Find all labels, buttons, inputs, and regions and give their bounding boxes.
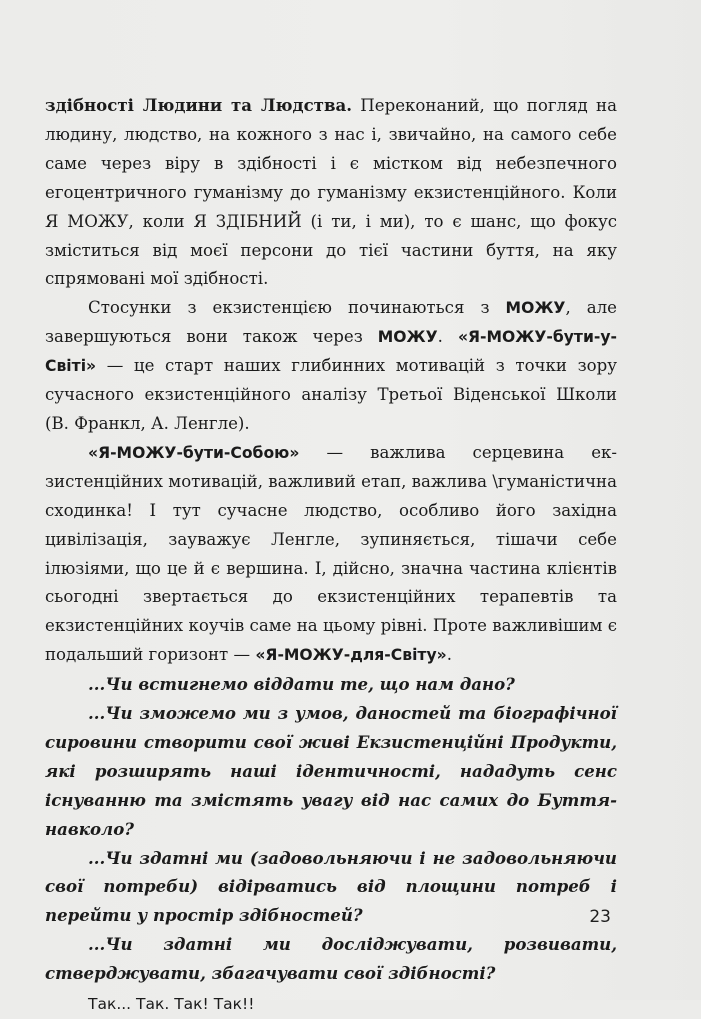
paragraph-2-text-2: , але завершуються вони також через	[45, 298, 618, 347]
bold-quote-buty-soboyu: «Я-МОЖУ-бути-Собою»	[88, 443, 300, 462]
bold-quote-buty-u-sviti: «Я-МОЖУ-бути-у-Світі»	[45, 328, 617, 376]
paragraph-3	[45, 439, 617, 670]
closing-line: Так... Так. Так! Так!!	[88, 995, 255, 1014]
bold-mozhu-1: МОЖУ	[505, 299, 566, 318]
paragraph-1-text: Переконаний, що погляд на людину, людство, на кожного з нас і, звичайно, на самого себе саме через віру в здібності і є містком від небезпечного егоцентричного гуманізму до гуманізму екзистенційного. Коли Я МОЖУ, коли Я ЗДІБНИЙ (і ти, і ми), то є шанс, що фокус зміститься від моєї персони до тієї частини буття, на яку спрямовані мої здібності.	[45, 96, 617, 289]
paragraph-2-text-4: — це старт наших глибинних мотивацій з точки зору сучасного екзистенційного аналізу Третьої Віденської Школи (В. Франкл, А. Ленгле).	[45, 356, 617, 433]
question-1: ...Чи встигнемо віддати те, що нам дано?	[88, 674, 515, 695]
bold-lead: здібності Людини та Людства.	[45, 95, 353, 115]
paragraph-3-text-2: .	[446, 645, 452, 665]
question-3: ...Чи здатні ми (задовольняючи і не задовольняючи свої потреби) відірватись від площини потреб і перейти у простір здібностей?	[45, 847, 617, 926]
paragraph-2-text-1: Стосунки з екзистенцією починаються з	[88, 298, 506, 318]
page-text	[45, 91, 617, 1019]
bold-quote-dlya-svitu: «Я-МОЖУ-для-Світу»	[255, 646, 447, 665]
paragraph-3-text-1: — важлива серцевина екзистенційних мотивацій, важливий етап, важлива \гуманістична сходинка! І тут сучасне людство, особливо його західна цивілізація, зауважує Ленгле, зупиняється, тішачи себе ілюзіями, що це й є вершина. І, дійсно, значна частина клієнтів сьогодні звертається до екзистенційних терапевтів та екзистенційних коучів саме на цьому рівні. Проте важливішим є подальший горизонт —	[45, 442, 617, 665]
bold-mozhu-2: МОЖУ	[377, 328, 438, 347]
paragraph-1	[45, 91, 617, 294]
question-4: ...Чи здатні ми досліджувати, розвивати, стверджувати, збагачувати свої здібності?	[45, 934, 617, 984]
paragraph-2	[45, 294, 617, 439]
question-2: ...Чи зможемо ми з умов, даностей та біографічної сировини створити свої живі Екзистенційні Продукти, які розширять наші ідентичності, нададуть сенс існуванню та змістять увагу від нас самих до Буття-навколо?	[45, 703, 617, 839]
page-number: 23	[589, 907, 611, 927]
paragraph-2-text-3: .	[437, 327, 458, 347]
